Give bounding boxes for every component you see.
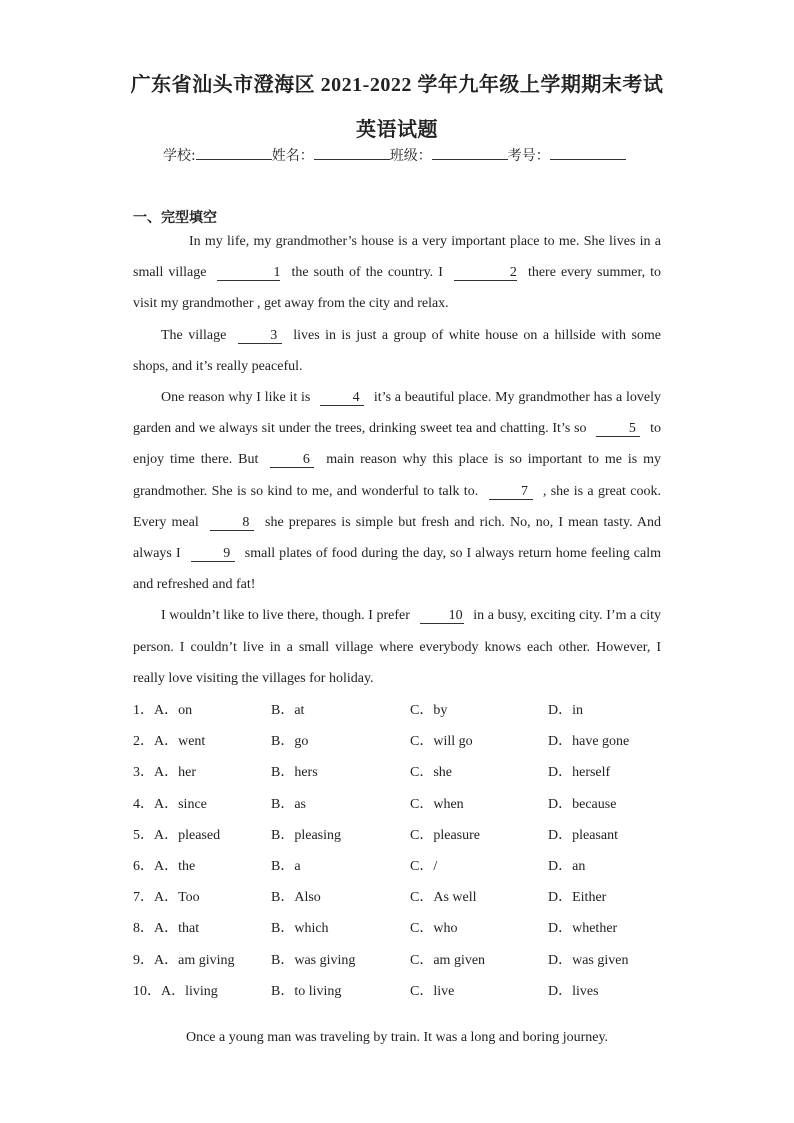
- paragraph-3: [133, 382, 661, 600]
- option-d: D．have gone: [548, 734, 630, 750]
- blank-8: 8: [210, 515, 254, 531]
- option-a: 5．A．pleased: [133, 827, 221, 843]
- option-row: [133, 695, 693, 726]
- section-heading: 一、完型填空: [133, 210, 217, 226]
- option-d: D．whether: [548, 921, 618, 937]
- option-a: 7．A．Too: [133, 890, 200, 906]
- document-subtitle: 英语试题: [356, 119, 438, 141]
- option-d: D．pleasant: [548, 827, 618, 843]
- option-d: D．was given: [548, 952, 629, 968]
- paragraph-4: [133, 600, 661, 694]
- passage-text: to enjoy time there. But: [133, 421, 662, 468]
- option-a: 8．A．that: [133, 921, 200, 937]
- document-title: 广东省汕头市澄海区 2021-2022 学年九年级上学期期末考试: [130, 74, 664, 96]
- option-c: C．by: [410, 703, 448, 718]
- option-c: C．pleasure: [410, 827, 480, 843]
- option-row: [133, 757, 693, 788]
- option-a: 2．A．went: [133, 734, 206, 750]
- option-c: C．who: [410, 921, 458, 937]
- option-row: [133, 851, 693, 882]
- passage-text: small plates of food during the day, so I always return home feeling calm and refreshed and fat!: [133, 546, 662, 593]
- option-b: B．pleasing: [271, 827, 341, 843]
- option-d: D．an: [548, 858, 586, 874]
- option-row: [133, 789, 693, 820]
- passage-text: One reason why I like it is: [161, 390, 311, 406]
- blank-2: 2: [454, 265, 517, 281]
- blank-7: 7: [489, 484, 533, 500]
- option-d: D．Either: [548, 890, 607, 906]
- option-a: 4．A．since: [133, 796, 207, 812]
- option-b: B．Also: [271, 890, 321, 906]
- option-c: C．will go: [410, 734, 473, 750]
- option-b: B．as: [271, 796, 306, 812]
- option-c: C．live: [410, 983, 455, 999]
- passage-text: main reason why this place is so important to me is my grandmother. She is so kind to me, and wonderful to talk to.: [133, 452, 661, 499]
- passage-text: she prepares is simple but fresh and rich. No, no, I mean tasty. And always I: [133, 514, 662, 562]
- option-row: [133, 976, 693, 1007]
- passage-text: there every summer, to visit my grandmother , get away from the city and relax.: [133, 265, 662, 312]
- option-a: 10．A．living: [133, 983, 218, 999]
- passage-text: The village: [161, 327, 227, 343]
- option-row: [133, 913, 693, 944]
- blank-4: 4: [320, 390, 364, 406]
- blank-10: 10: [420, 608, 464, 624]
- passage-text: in a busy, exciting city. I’m a city person. I couldn’t live in a small village where everybody knows each other. However, I really love visiting the villages for holiday.: [133, 608, 662, 686]
- option-d: D．because: [548, 796, 617, 812]
- passage-text: the south of the country. I: [291, 265, 443, 281]
- option-b: B．to living: [271, 983, 342, 999]
- school-blank: [196, 145, 272, 160]
- next-passage-line: Once a young man was traveling by train. It was a long and boring journey.: [185, 1030, 609, 1045]
- option-c: C．when: [410, 796, 464, 812]
- option-c: C．she: [410, 765, 452, 781]
- paragraph-2: [133, 320, 661, 382]
- option-c: C．am given: [410, 952, 486, 968]
- option-b: B．a: [271, 858, 301, 874]
- option-a: 9．A．am giving: [133, 952, 235, 968]
- option-c: C．As well: [410, 890, 477, 906]
- option-d: D．in: [548, 703, 583, 718]
- blank-3: 3: [238, 328, 282, 344]
- option-c: C．/: [410, 858, 438, 874]
- option-row: [133, 882, 693, 913]
- blank-5: 5: [596, 421, 640, 437]
- blank-1: 1: [217, 265, 280, 281]
- option-a: 1．A．on: [133, 703, 193, 718]
- class-label: 班级：: [389, 148, 432, 164]
- passage-text: In my life, my grandmother’s house is a very important place to me. She lives in a small village: [133, 234, 661, 281]
- option-d: D．lives: [548, 983, 599, 999]
- option-d: D．herself: [548, 765, 611, 781]
- option-b: B．hers: [271, 765, 318, 781]
- number-label: 考号：: [507, 148, 550, 164]
- blank-6: 6: [270, 452, 314, 468]
- paragraph-1: [133, 226, 661, 320]
- option-a: 3．A．her: [133, 765, 196, 781]
- option-row: [133, 945, 693, 976]
- cloze-passage: [133, 226, 661, 694]
- number-blank: [550, 145, 626, 160]
- student-info-line: [163, 145, 626, 165]
- option-b: B．go: [271, 734, 309, 750]
- option-row: [133, 726, 693, 757]
- option-a: 6．A．the: [133, 858, 196, 874]
- school-label: 学校:: [163, 148, 196, 164]
- passage-text: it’s a beautiful place. My grandmother has a lovely garden and we always sit under the trees, drinking sweet tea and chatting. It’s so: [133, 390, 662, 437]
- passage-text: lives in is just a group of white house on a hillside with some shops, and it’s really peaceful.: [133, 327, 662, 374]
- answer-options: [133, 695, 693, 1007]
- name-label: 姓名：: [271, 148, 314, 164]
- blank-9: 9: [191, 546, 235, 562]
- option-row: [133, 820, 693, 851]
- class-blank: [432, 145, 508, 160]
- passage-text: , she is a great cook. Every meal: [133, 483, 661, 530]
- option-b: B．at: [271, 703, 305, 718]
- name-blank: [314, 145, 390, 160]
- option-b: B．which: [271, 921, 329, 937]
- passage-text: I wouldn’t like to live there, though. I prefer: [161, 608, 410, 624]
- option-b: B．was giving: [271, 952, 356, 968]
